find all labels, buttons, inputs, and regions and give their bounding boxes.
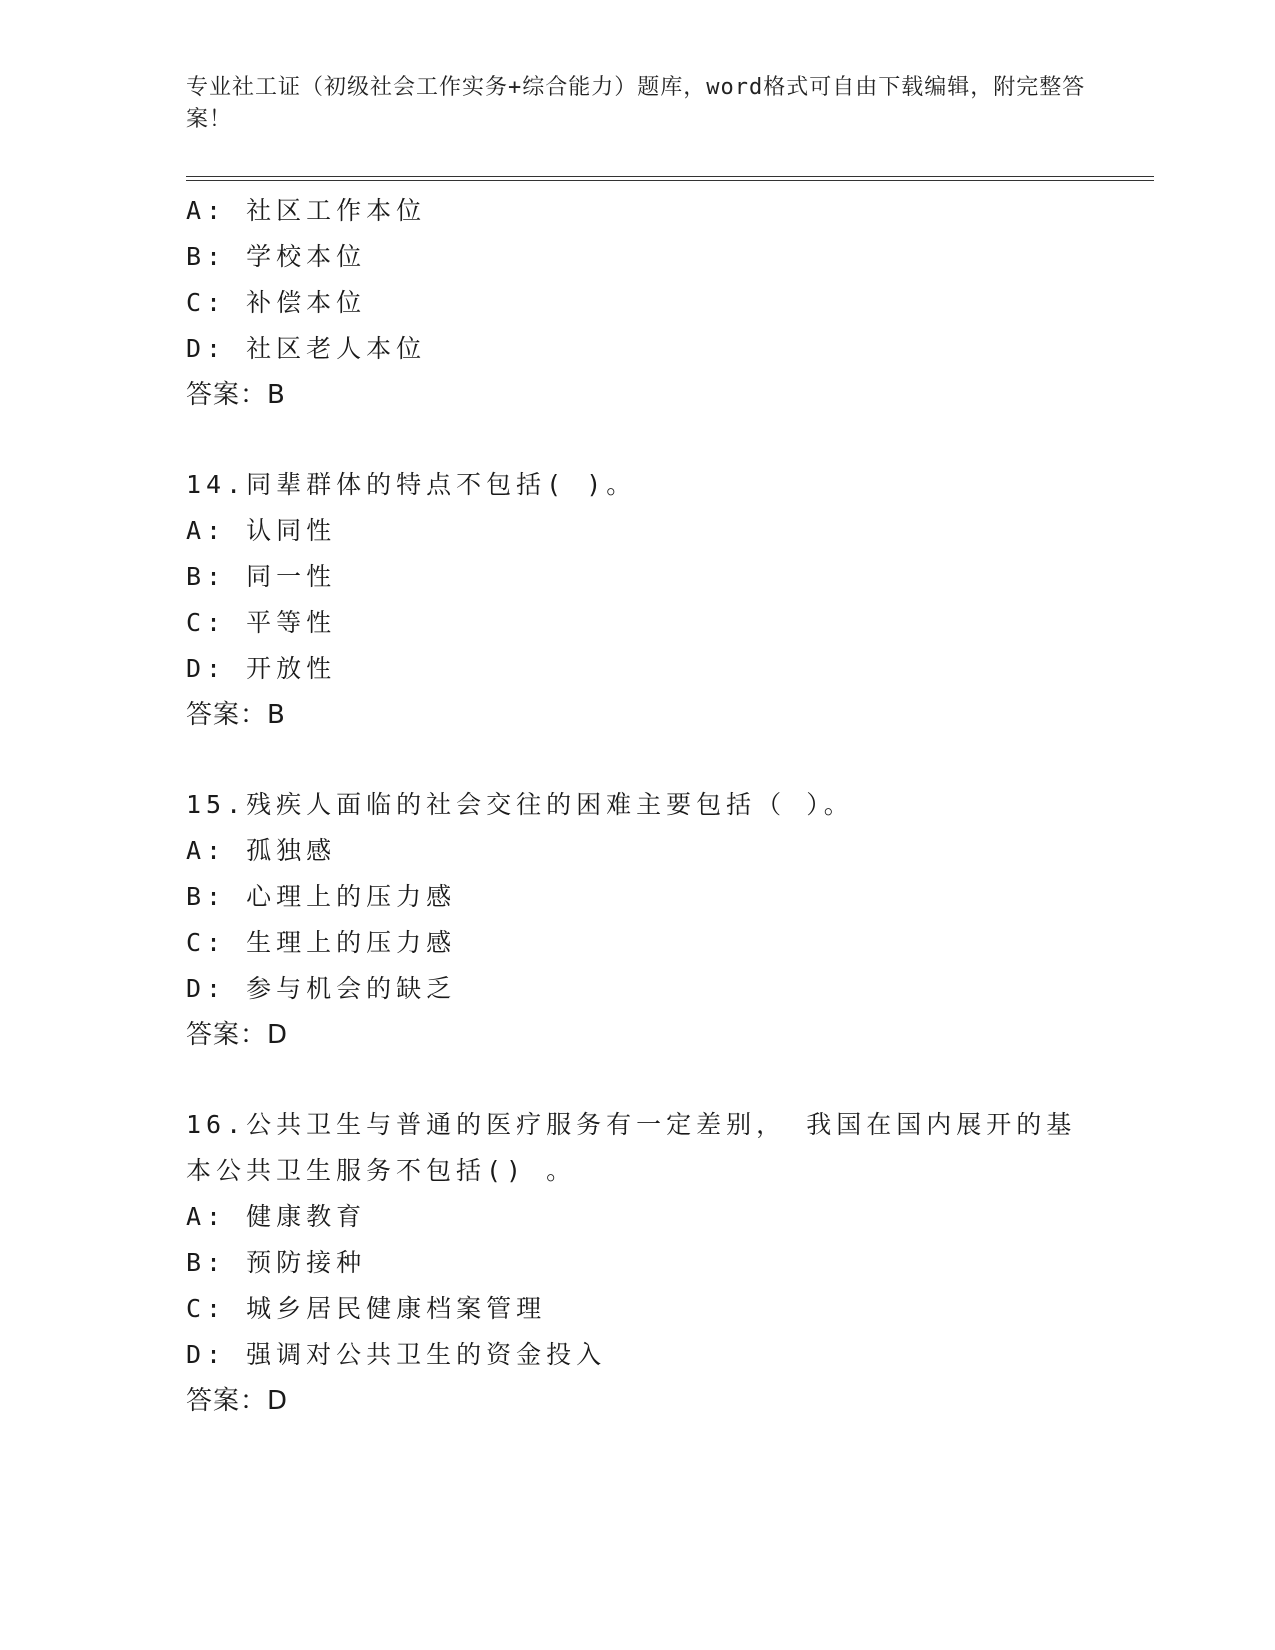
question-16 — [186, 1102, 1146, 1424]
answer-line: 答案：D — [186, 1386, 289, 1416]
option-b: B: 预防接种 — [186, 1248, 367, 1277]
option-c: C: 平等性 — [186, 608, 337, 637]
header-divider — [186, 176, 1154, 181]
question-text: 14.同辈群体的特点不包括( )。 — [186, 470, 637, 499]
answer-line: 答案：B — [186, 380, 286, 410]
question-14 — [186, 462, 1146, 738]
option-b: B: 学校本位 — [186, 242, 367, 271]
option-c: C: 城乡居民健康档案管理 — [186, 1294, 547, 1323]
document-body — [186, 188, 1146, 1424]
option-b: B: 心理上的压力感 — [186, 882, 457, 911]
option-a: A: 健康教育 — [186, 1202, 367, 1231]
question-text: 15.残疾人面临的社会交往的困难主要包括（ ）。 — [186, 790, 854, 819]
option-d: D: 社区老人本位 — [186, 334, 427, 363]
option-d: D: 参与机会的缺乏 — [186, 974, 457, 1003]
option-a: A: 社区工作本位 — [186, 196, 427, 225]
question-15 — [186, 782, 1146, 1058]
previous-question-options — [186, 188, 1146, 418]
option-d: D: 强调对公共卫生的资金投入 — [186, 1340, 607, 1369]
option-c: C: 生理上的压力感 — [186, 928, 457, 957]
option-d: D: 开放性 — [186, 654, 337, 683]
option-c: C: 补偿本位 — [186, 288, 367, 317]
document-header: 专业社工证（初级社会工作实务+综合能力）题库，word格式可自由下载编辑，附完整答案！ — [186, 75, 1086, 132]
option-a: A: 认同性 — [186, 516, 337, 545]
option-a: A: 孤独感 — [186, 836, 337, 865]
answer-line: 答案：D — [186, 1020, 289, 1050]
question-text: 16.公共卫生与普通的医疗服务有一定差别， 我国在国内展开的基本公共卫生服务不包括() 。 — [186, 1110, 1077, 1185]
answer-line: 答案：B — [186, 700, 286, 730]
option-b: B: 同一性 — [186, 562, 337, 591]
